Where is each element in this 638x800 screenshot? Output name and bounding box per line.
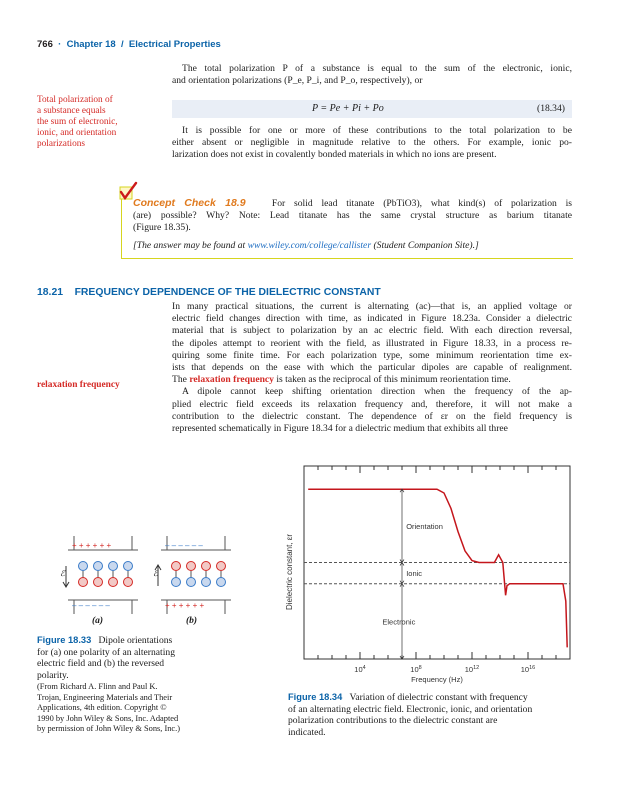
credit-line: (From Richard A. Flinn and Paul K. [37,682,158,692]
margin-note-line: polarizations [37,139,86,149]
intro-line: and orientation polarizations (P_e, P_i, and P_o, respectively), or [172,75,423,87]
intro-paragraph [172,63,572,87]
paragraph-line: represented schematically in Figure 18.34 for a dielectric medium that exhibits all three [172,423,508,435]
caption-title: Figure 18.34 [288,692,343,702]
caption-text: Dipole orientations [98,635,173,646]
caption-title: Figure 18.33 [37,635,92,645]
panel-a [63,536,138,614]
page-number: 766 [37,39,53,50]
section-title: FREQUENCY DEPENDENCE OF THE DIELECTRIC CONSTANT [74,287,381,298]
caption-line: electric field and (b) the reversed [37,658,165,670]
answer-prefix: [The answer may be found at [133,239,248,251]
figure-18-34-caption [288,692,573,738]
concept-check [133,197,572,252]
section-body [172,301,572,435]
panel-b-label: (b) [186,616,198,626]
credit-line: by permission of John Wiley & Sons, Inc.) [37,724,181,734]
y-axis-label: Dielectric constant, εr [285,533,294,610]
panel-a-label: (a) [92,616,104,626]
intro-line: The total polarization P of a substance is equal to the sum of the electronic, ionic, [182,63,572,74]
caption-text: Variation of dielectric constant with frequency [349,692,528,703]
svg-text:+ + + + + +: + + + + + + [72,541,112,550]
concept-check-line: (Figure 18.35). [133,222,191,234]
section-number: 18.21 [37,287,64,298]
annotation-electronic: Electronic [382,617,416,627]
x-tick-label: $10^{12}$ [464,665,480,674]
figure-18-33-diagram [58,528,243,628]
caption-line [288,692,573,704]
svg-text:– – – – – –: – – – – – – [72,601,110,610]
figure-18-34-chart [280,460,575,685]
caption-line: for (a) one polarity of an alternating [37,646,175,658]
field-symbol-a: ℰ [60,569,65,578]
margin-note [37,95,162,150]
chapter-label: Chapter 18 [66,39,116,50]
paragraph-line: contribution to the dielectric constant. The dependence of εr on the field frequency is [172,410,572,422]
header-bullet: · [58,39,62,50]
answer-link[interactable]: www.wiley.com/college/callister [247,239,372,251]
svg-text:– – – – – –: – – – – – – [165,541,203,550]
caption-line: polarity. [37,669,69,681]
concept-check-line: (are) possible? Why? Note: Lead titanate has the same crystal structure as barium titanate [133,210,572,222]
chapter-title: Electrical Properties [128,39,221,50]
equation: P = Pe + Pi + Po [312,103,384,114]
relaxation-frequency-term: relaxation frequency [189,374,274,386]
credit-line: Trojan, Engineering Materials and Their [37,692,173,702]
header-separator: / [120,39,124,50]
x-tick-label: $10^{16}$ [520,665,536,674]
paragraph-line: ists that depends on the ease with which the particular dipoles are capable of realignment. [172,362,572,374]
caption-line [37,635,237,647]
annotation-ionic: Ionic [406,569,423,579]
concept-check-title: Concept Check 18.9 [133,197,246,209]
annotation-orientation: Orientation [406,521,443,531]
equation-number: (18.34) [537,103,565,114]
running-header [37,39,221,50]
dielectric-curve [308,489,567,647]
margin-term: relaxation frequency [37,380,120,390]
credit-line: Applications, 4th edition. Copyright © [37,703,167,713]
paragraph-line: either absent or negligible in magnitude relative to the others. For example, ionic po- [172,137,572,149]
x-axis-label: Frequency (Hz) [411,675,463,684]
caption-line: polarization contributions to the dielectric constant are [288,715,498,727]
paragraph-line [172,374,572,386]
paragraph-line: larization does not exist in covalently bonded materials in which no ions are present. [172,149,497,161]
polarization-paragraph [172,125,572,162]
field-symbol-b: ℰ [153,569,158,578]
contribution-arrows [400,489,404,659]
text-span: is taken as the reciprocal of this minimum reorientation time. [273,374,511,386]
margin-note-line: Total polarization of [37,95,113,105]
paragraph-line: plied electric field exceeds its relaxation frequency and, therefore, it will not make a [172,398,572,410]
paragraph-line: electric field changes direction with time, as indicated in Figure 18.23a. Consider a dielectric [172,313,572,325]
paragraph-line: the dipoles attempt to reorient with the field, as illustrated in Figure 18.33, in a process re- [172,337,572,349]
caption-line: of an alternating electric field. Electronic, ionic, and orientation [288,703,533,715]
svg-text:+ + + + + +: + + + + + + [165,601,205,610]
paragraph-line: A dipole cannot keep shifting orientation direction when the frequency of the ap- [182,386,572,398]
margin-note-line: the sum of electronic, [37,117,118,127]
concept-check-question: For solid lead titanate (PbTiO3), what kind(s) of polarization is [271,198,572,209]
panel-b [155,536,231,614]
paragraph-line: In many practical situations, the current is alternating (ac)—that is, an applied voltage or [172,301,572,312]
x-tick-label: $10^8$ [410,665,422,674]
credit-line: 1990 by John Wiley & Sons, Inc. Adapted [37,713,179,723]
x-tick-label: $10^4$ [354,665,366,674]
text-span: The [172,374,190,386]
section-heading [37,287,381,298]
concept-check-answer [133,240,572,252]
margin-note-line: a substance equals [37,106,106,116]
concept-check-line [133,197,572,210]
paragraph-line: It is possible for one or more of these contributions to the total polarization to be [182,125,572,136]
margin-note-line: ionic, and orientation [37,128,117,138]
figure-18-33-caption [37,635,237,735]
answer-suffix: (Student Companion Site).] [371,239,479,251]
figure-credit [37,682,237,735]
paragraph-line: material that is subject to polarization by an ac electric field. With each direction reversal, [172,325,572,337]
caption-line: indicated. [288,726,326,738]
paragraph-line: quiring some finite time. For each polarization type, some minimum reorientation time ex- [172,349,572,361]
